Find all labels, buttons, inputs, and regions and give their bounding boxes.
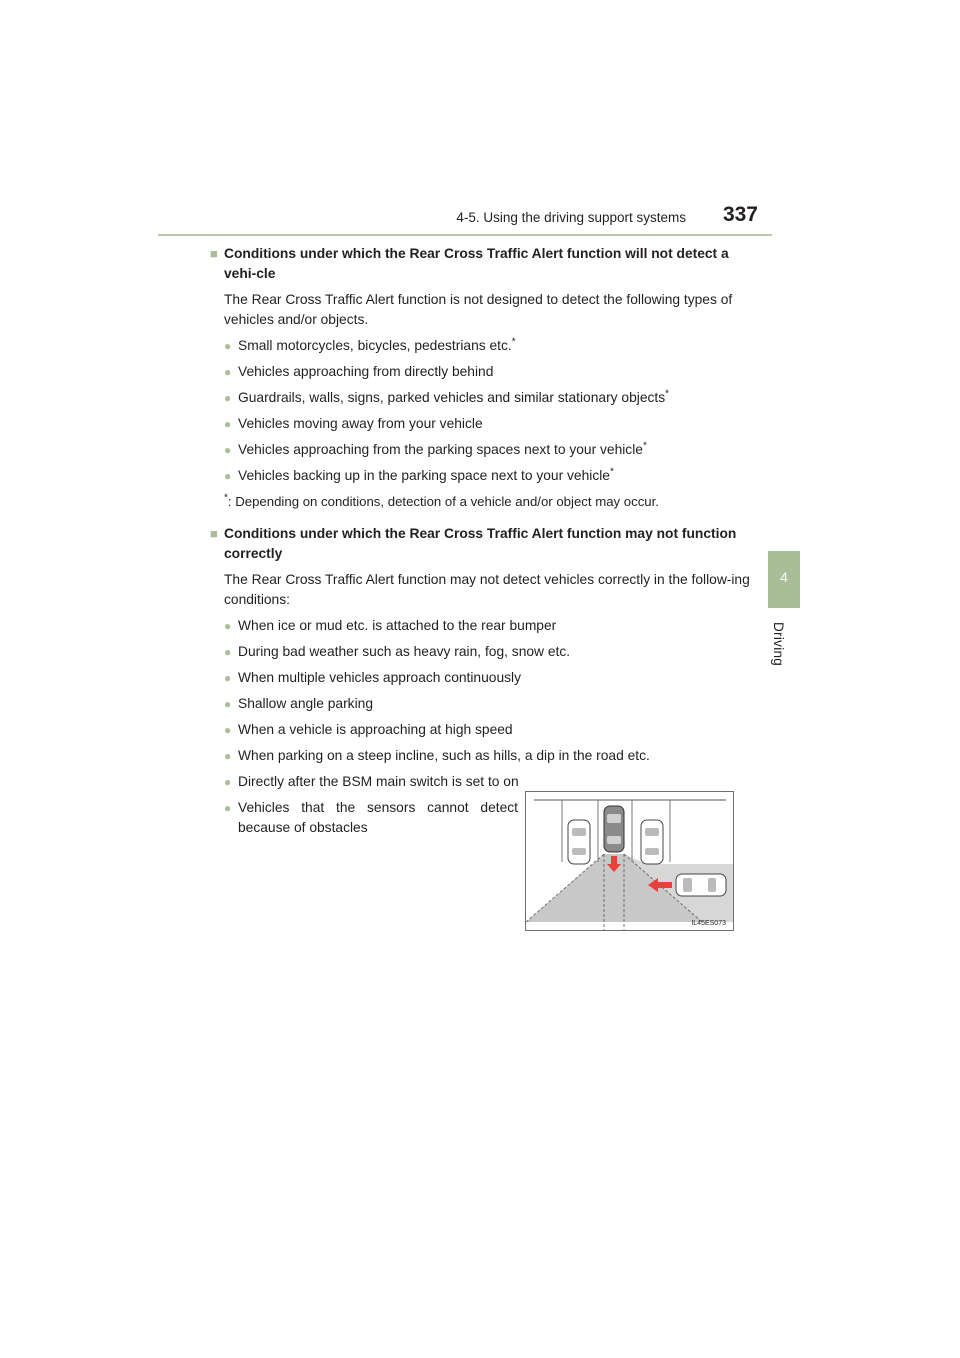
header-rule [158, 234, 772, 236]
asterisk-mark: * [665, 388, 670, 400]
footnote-asterisk: * [224, 492, 228, 504]
round-bullet-icon: ● [224, 619, 232, 633]
parking-diagram-svg [526, 792, 733, 930]
list-item-text: Shallow angle parking [238, 696, 373, 711]
parking-diagram [525, 791, 734, 931]
round-bullet-icon: ● [224, 469, 232, 483]
chapter-tab [768, 551, 800, 608]
list-item [224, 616, 752, 636]
list-item [224, 388, 752, 408]
parked-car-left [568, 820, 590, 864]
list-item [224, 720, 752, 740]
list-item [224, 694, 752, 714]
section-title: 4-5. Using the driving support systems [456, 210, 686, 225]
asterisk-mark: * [609, 466, 614, 478]
round-bullet-icon: ● [224, 749, 232, 763]
round-bullet-icon: ● [224, 443, 232, 457]
list-item [224, 440, 752, 460]
list-item-text: When parking on a steep incline, such as hills, a dip in the road etc. [238, 748, 650, 763]
own-vehicle [604, 806, 624, 852]
intro-paragraph: The Rear Cross Traffic Alert function may not detect vehicles correctly in the follow-ing conditions: [224, 572, 750, 607]
footnote [224, 492, 752, 512]
round-bullet-icon: ● [224, 775, 232, 789]
round-bullet-icon: ● [224, 365, 232, 379]
asterisk-mark: * [511, 336, 516, 348]
figure-code: IL45ES073 [691, 920, 726, 927]
list-item-text: Vehicles that the sensors cannot detect because of obstacles [238, 800, 518, 835]
list-item-text: Vehicles approaching from directly behind [238, 364, 494, 379]
round-bullet-icon: ● [224, 671, 232, 685]
list-item [224, 336, 752, 356]
square-bullet-icon: ■ [210, 246, 218, 261]
asterisk-mark: * [642, 440, 647, 452]
list-item [224, 466, 752, 486]
page-number: 337 [722, 203, 758, 226]
intro-paragraph: The Rear Cross Traffic Alert function is not designed to detect the following types of vehicles and/or objects. [224, 292, 733, 327]
list-item-text: Directly after the BSM main switch is set to on [238, 774, 519, 789]
footnote-text: : Depending on conditions, detection of a vehicle and/or object may occur. [227, 494, 659, 509]
list-item [224, 414, 752, 434]
round-bullet-icon: ● [224, 723, 232, 737]
list-item-text: Small motorcycles, bicycles, pedestrians etc. [238, 338, 512, 353]
list-item [224, 362, 752, 382]
section-heading [210, 244, 752, 284]
main-content [210, 244, 752, 844]
round-bullet-icon: ● [224, 697, 232, 711]
round-bullet-icon: ● [224, 417, 232, 431]
chapter-number: 4 [780, 569, 788, 585]
list-item [224, 746, 752, 766]
list-item-text: Vehicles backing up in the parking space next to your vehicle [238, 468, 610, 483]
list-item [224, 772, 752, 792]
parked-car-right [641, 820, 663, 864]
page-header [158, 200, 772, 236]
list-item-text: When ice or mud etc. is attached to the rear bumper [238, 618, 557, 633]
list-item [224, 668, 752, 688]
list-item [224, 798, 518, 838]
list-item-text: Guardrails, walls, signs, parked vehicles and similar stationary objects [238, 390, 666, 405]
round-bullet-icon: ● [224, 339, 232, 353]
round-bullet-icon: ● [224, 801, 232, 815]
chapter-label: Driving [771, 622, 786, 667]
list-item-text: When a vehicle is approaching at high speed [238, 722, 513, 737]
list-item-text: Vehicles approaching from the parking spaces next to your vehicle [238, 442, 643, 457]
approaching-vehicle [676, 874, 726, 896]
round-bullet-icon: ● [224, 645, 232, 659]
list-item [224, 642, 752, 662]
section-heading [210, 524, 752, 564]
list-item-text: Vehicles moving away from your vehicle [238, 416, 483, 431]
list-item-text: When multiple vehicles approach continuously [238, 670, 521, 685]
heading-text: Conditions under which the Rear Cross Traffic Alert function will not detect a vehi-cle [224, 246, 729, 281]
round-bullet-icon: ● [224, 391, 232, 405]
square-bullet-icon: ■ [210, 526, 218, 541]
heading-text: Conditions under which the Rear Cross Traffic Alert function may not function correctly [224, 526, 737, 561]
list-item-text: During bad weather such as heavy rain, fog, snow etc. [238, 644, 571, 659]
